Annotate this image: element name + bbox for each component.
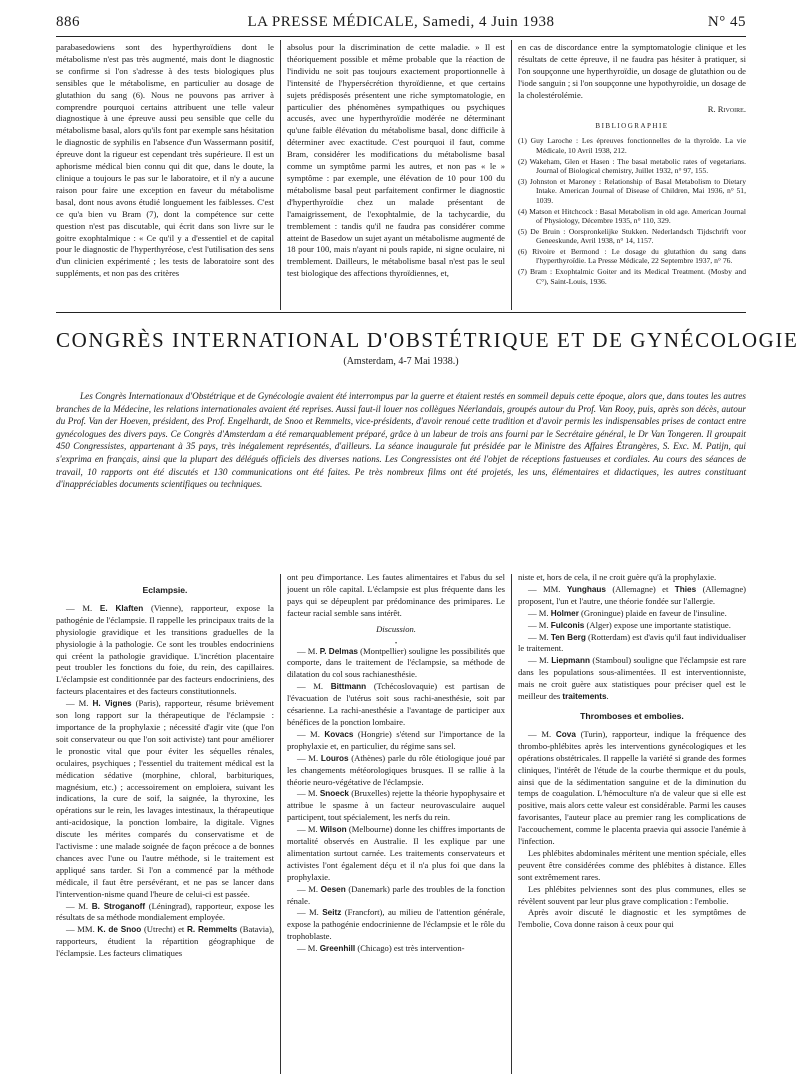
page-header bbox=[56, 14, 746, 32]
paragraph bbox=[56, 924, 274, 960]
person-name: Liepmann bbox=[551, 656, 590, 666]
text-segment: — M. bbox=[297, 728, 325, 739]
paragraph bbox=[287, 753, 505, 789]
congress-title: CONGRÈS INTERNATIONAL D'OBSTÉTRIQUE ET DE GYNÉCOLOGIE bbox=[56, 328, 799, 352]
text-segment: — M. bbox=[297, 681, 331, 692]
issue-number: N° 45 bbox=[707, 14, 746, 30]
text-segment: — MM. bbox=[66, 924, 98, 935]
person-name: Thies bbox=[674, 584, 697, 594]
text-segment: — M. bbox=[297, 907, 323, 918]
paragraph bbox=[287, 681, 505, 729]
text-segment: Après avoir discuté le diagnostic et les symptômes de l'embolie, Cova donne raison à ceux pour qui bbox=[518, 907, 746, 930]
text-segment: — M. bbox=[297, 824, 320, 835]
bottom-column-2 bbox=[287, 572, 505, 1074]
paragraph bbox=[518, 608, 746, 620]
bibliography-item: (1) Guy Laroche : Les épreuves fonctionnelles de la thyroïde. La vie Médicale, 10 Avril 1938, 212. bbox=[518, 136, 746, 155]
paragraph: absolus pour la discrimination de cette maladie. » Il est théoriquement possible et même probable que la réaction de l'individu ne soit pas toujours exactement proportionnelle à l'intensité de l'hypersécrétion thyroïdienne, et que certains sujets prédisposés présentent une riche symptomatologie, en particulier des phénomènes sympathiques ou psychiques accusés, avec une hyperthyroïdie modérée ne déterminant qu'une faible élévation du métabolisme basal, donc difficile à déterminer avec exactitude. C'est pourquoi il faut, comme Bram, considérer les modifications du métabolisme basal comme un symptôme parmi les autres, et non pas « le » symptôme : par exemple, une élévation de 10 pour 100 du métabolisme basal peut parfaitement confirmer le diagnostic d'hyperthyroïdie chez un malade présentant de l'amaigrissement, de l'exophtalmie, de la tachycardie, du tremblement : tandis qu'il ne faudra pas considérer comme atteint de Basedow un sujet ayant un métabolisme augmenté de 18 pour 100, mais n'ayant ni pouls rapide, ni signe oculaire, ni tremblement. Dailleurs, le métabolisme basal n'est pas le seul test biologique des affections thyroïdiennes, et, bbox=[287, 42, 505, 279]
person-name: P. Delmas bbox=[319, 646, 358, 656]
person-name: Snoeck bbox=[319, 789, 349, 799]
text-segment: (Rotterdam) est d'avis qu'il faut individualiser le traitement. bbox=[518, 631, 746, 654]
person-name: Oesen bbox=[320, 884, 346, 894]
text-segment: (Tchécoslovaquie) est partisan de l'évacuation de l'utérus soit sous rachi-anesthésie, soit par césarienne. La rachi-anesthésie a l'avantage de participer aux bénéfices de la ponction lombaire. bbox=[287, 681, 505, 727]
section-heading: Thromboses et embolies. bbox=[580, 710, 684, 721]
text-segment: — M. bbox=[528, 728, 556, 739]
text-segment: (Bruxelles) rejette la théorie hypophysaire et attribue le spasme à un facteur neurovasculaire auquel participent, tout spécialement, les nerfs du rein. bbox=[287, 788, 505, 823]
page-number: 886 bbox=[56, 14, 80, 30]
text-segment: — M. bbox=[297, 752, 321, 763]
text-segment: Les phlébites abdominales méritent une mention spéciale, elles peuvent être considérées comme des phlébites à distance. Elles sont extrêmement rares. bbox=[518, 847, 746, 882]
text-segment: (Danemark) parle des troubles de la fonction rénale. bbox=[287, 883, 505, 906]
paragraph bbox=[518, 655, 746, 703]
paragraph bbox=[287, 729, 505, 753]
text-segment: Les phlébites pelviennes sont des plus communes, elles se révèlent souvent par leur plus grave complication : l'embolie. bbox=[518, 883, 746, 906]
text-segment: — M. bbox=[528, 655, 552, 666]
text-segment: . bbox=[606, 691, 609, 702]
text-segment: (Utrecht) et bbox=[141, 924, 188, 935]
person-name: K. de Snoo bbox=[97, 925, 142, 935]
paragraph bbox=[518, 884, 746, 908]
bottom-column-1 bbox=[56, 582, 274, 1074]
paragraph bbox=[518, 584, 746, 608]
text-segment: (Vienne), rapporteur, expose la pathogénie de l'éclampsie. Il rappelle les principaux traits de la physiologie gravidique et les transitions graduelles de la physiologie à la pathologie. Ce sont les troubles endocriniens qui créent la pathologie gravidique. L'incrétion placentaire peut troubler les fonctions du foie, du rein, des capillaires. L'éclampsie est conditionnée par des facteurs endocriniens, des facteurs placentaires et des facteurs constitutionnels. bbox=[56, 602, 274, 697]
bibliography-item: (4) Matson et Hitchcock : Basal Metabolism in old age. American Journal of Physiology, Décembre 1935, n° 110, 329. bbox=[518, 206, 746, 226]
journal-title: LA PRESSE MÉDICALE, Samedi, 4 Juin 1938 bbox=[247, 14, 555, 30]
top-column-1 bbox=[56, 42, 274, 310]
intro-paragraph: Les Congrès Internationaux d'Obstétrique et de Gynécologie avaient été interrompus par la guerre et étaient restés en sommeil depuis cette époque, alors que, dans toutes les autres branches de la Médecine, les relations internationales avaient été reprises. Aussi faut-il louer nos collègues Néerlandais, groupés autour du Prof. Van Rooy, puis, après son décès, autour du Prof. Van der Hoeven, président, des Prof. Engelhardt, de Snoo et Remmelts, vice-présidents, d'avoir renoué cette tradition et d'avoir permis les indispensables prises de contact entre gynécologues des divers pays. Ce Congrès d'Amsterdam a été remarquablement préparé, grâce à un labeur de trois ans fourni par le Secrétaire général, le Dr Van Tongeren. Il groupait 450 Congressistes, appartenant à 35 pays, très inégalement représentés, d'ailleurs. La séance inaugurale fut présidée par le Ministre des Affaires Étrangères, S. Exc. M. Patijn, qui s'exprima en français, ainsi que la plupart des délégués officiels des diverses nations. Les Congressistes ont été l'objet de réceptions fastueuses et cordiales. Au cours des séances de travail, 10 rapports ont été discutés et 130 communications ont été faites. Pe très nombreux films ont été projetés, les uns, élémentaires et didactiques, les autres constituant d'inappréciables documents scientifiques ou techniques. bbox=[56, 391, 746, 490]
text-segment: (Batavia), rapporteurs, étudient la répartition géographique de l'éclampsie. Les facteurs climatiques bbox=[56, 924, 274, 959]
paragraph bbox=[56, 901, 274, 925]
text-segment: — M. bbox=[66, 900, 92, 911]
paragraph-list bbox=[287, 646, 505, 956]
text-segment: (Turin), rapporteur, indique la fréquence des thrombo-phlébites après les interventions gynécologiques et les opérations obstétricales. Il rappelle la variété si grande des formes cliniques, l'intérêt de l'étude de la courbe thermique et du pouls, ainsi que de la sédimentation sanguine et de la diminution du temps de coagulation. L'hémoculture n'a de valeur que si elle est positive, mais alors cette valeur est considérable. Parmi les causes favorisantes, l'auteur place au premier rang les complications de l'accouchement, comme le placenta praevia qui associe l'anémie à l'infection. bbox=[518, 728, 746, 847]
text-segment: (Chicago) est très intervention- bbox=[355, 943, 465, 954]
top-column-2 bbox=[287, 42, 505, 310]
text-segment: (Montpellier) souligne les possibilités que comporte, dans le traitement de l'éclampsie, sa méthode de dilatation du col sous rachianesthésie. bbox=[287, 645, 505, 680]
person-name: Kovacs bbox=[324, 729, 354, 739]
text-segment: — M. bbox=[528, 607, 551, 618]
person-name: R. Remmelts bbox=[187, 925, 238, 935]
person-name: Holmer bbox=[550, 608, 579, 618]
text-segment: (Stamboul) souligne que l'éclampsie est rare dans les populations sous-alimentées. Il est interventionniste, mais ne croit guère aux statistiques pour préciser quel est le meilleur des bbox=[518, 655, 746, 702]
text-segment: (Paris), rapporteur, résume brièvement son long rapport sur la thérapeutique de l'éclampsie : importance de la prophylaxie ; nécessité d'agir vite (que l'on soit conservateur ou que l'on soit activiste) tant pour améliorer le pronostic vital que pour éviter les séquelles rénales, oculaires, psychiques ; l'essentiel du traitement médical est la médication sédative (morphine, chloral, barbituriques, magnésium, etc.) ; accessoirement on emploiera, suivant les indications, la cure de soif, la saignée, la thyroxine, les opérations sur le rein, les lavages intestinaux, la thérapeutique anti-acidosique, la ponction lombaire, la digitale. Vignes discute les mérites comparés du conservatisme et de l'activisme : une malade soignée de façon précoce a de bonnes chances avec l'une ou l'autre méthode, si le traitement est appliqué sans tarder. Si l'on a commencé par la méthode médicale, il faut être persévérant, et ne pas se lancer dans l'intervention-nisme quand l'heure de celui-ci est passée. bbox=[56, 698, 274, 899]
paragraph bbox=[56, 698, 274, 900]
text-segment: (Groningue) plaide en faveur de l'insuline. bbox=[578, 607, 727, 618]
bibliography-heading: BIBLIOGRAPHIE bbox=[595, 122, 669, 131]
person-name: Seitz bbox=[322, 908, 342, 918]
text-segment: — M. bbox=[66, 698, 93, 709]
person-name: B. Stroganoff bbox=[91, 901, 146, 911]
paragraph bbox=[56, 603, 274, 698]
paragraph bbox=[287, 884, 505, 908]
section-rule bbox=[56, 312, 746, 313]
column-divider bbox=[511, 40, 512, 310]
paragraph: niste et, hors de cela, il ne croit guère qu'à la prophylaxie. bbox=[518, 572, 717, 582]
text-segment: (Alger) expose une importante statistique. bbox=[584, 619, 731, 630]
column-divider bbox=[280, 40, 281, 310]
bibliography-item: (5) De Bruin : Oorspronkelijke Stukken. Nederlandsch Tijdschrift voor Geneeskunde, Avril 1938, n° 14, 1157. bbox=[518, 226, 746, 246]
congress-subtitle: (Amsterdam, 4-7 Mai 1938.) bbox=[343, 356, 459, 367]
person-name: Yunghaus bbox=[566, 584, 606, 594]
text-segment: (Melbourne) donne les chiffres importants de mortalité observés en Australie. Il les explique par une alimentation surtout carnée. Les traitements conservateurs et activistes l'ont également déçu et il n'a plus foi que dans la prophylaxie. bbox=[287, 824, 505, 882]
header-rule bbox=[56, 36, 746, 37]
paragraph bbox=[518, 620, 746, 632]
column-divider bbox=[280, 574, 281, 1074]
text-segment: (Allemagne) et bbox=[605, 583, 675, 594]
subsection-heading: Discussion. bbox=[376, 623, 416, 634]
person-name: Greenhill bbox=[319, 944, 356, 954]
paragraph bbox=[287, 646, 505, 682]
paragraph bbox=[518, 632, 746, 656]
star-ornament: • bbox=[394, 640, 398, 647]
text-segment: — M. bbox=[297, 883, 321, 894]
text-segment: — M. bbox=[528, 631, 551, 642]
section-heading: Eclampsie. bbox=[142, 585, 188, 595]
paragraph bbox=[518, 848, 746, 884]
text-segment: (Francfort), au milieu de l'attention générale, expose la pathogénie endocrinienne de l'éclampsie et le rôle du trophoblaste. bbox=[287, 907, 505, 942]
paragraph bbox=[287, 788, 505, 824]
congress-intro bbox=[56, 390, 746, 491]
paragraph-list bbox=[518, 584, 746, 703]
column-divider bbox=[511, 574, 512, 1074]
bottom-column-3 bbox=[518, 572, 746, 1074]
text-segment: — MM. bbox=[528, 583, 567, 594]
paragraph bbox=[518, 907, 746, 931]
text-segment: (Athènes) parle du rôle étiologique joué par les changements météorologiques brusques. Il se rallie à la théorie neuro-végétative de l'éclampsie. bbox=[287, 752, 505, 787]
paragraph: en cas de discordance entre la symptomatologie clinique et les résultats de cette épreuve, il ne faudra pas hésiter à pratiquer, si l'on soupçonne une hyperthyroïdie, un dosage de glutathion ou de l'iode sanguin ; si l'on soupçonne une hypothyroïdie, un dosage de la cholestérolémie. bbox=[518, 42, 746, 100]
person-name: traitements bbox=[562, 692, 607, 702]
person-name: Fulconis bbox=[550, 620, 585, 630]
person-name: E. Klaften bbox=[99, 603, 144, 613]
paragraph: ont peu d'importance. Les fautes alimentaires et l'abus du sel jouent un rôle capital. L'éclampsie est plus fréquente dans les pays qui se dépeuplent par prédominance des primipares. Le facteur racial semble sans intérêt. bbox=[287, 572, 505, 618]
paragraph bbox=[518, 729, 746, 848]
text-segment: — M. bbox=[528, 619, 551, 630]
author-signature: R. Rivoire. bbox=[707, 103, 746, 114]
bibliography-item: (3) Johnston et Maroney : Relationship of Basal Metabolism to Dietary Intake. American Journal of Disease of Children, Mai 1936, n° 51, 1039. bbox=[518, 176, 746, 205]
paragraph bbox=[287, 907, 505, 943]
text-segment: (Léningrad), rapporteur, expose les résultats de sa méthode mondialement employée. bbox=[56, 900, 274, 923]
text-segment: (Hongrie) s'étend sur l'importance de la prophylaxie et, en particulier, du régime sans sel. bbox=[287, 728, 505, 751]
person-name: H. Vignes bbox=[92, 699, 132, 709]
bibliography-item: (2) Wakeham, Glen et Hasen : The basal metabolic rates of vegetarians. Journal of Biological chemistry, Juillet 1932, n° 97, 155. bbox=[518, 156, 746, 176]
person-name: Ten Berg bbox=[550, 632, 586, 642]
paragraph: parabasedowiens sont des hyperthyroïdiens dont le métabolisme n'est pas très augmenté, mais dont le diagnostic se confirme si l'on s'adresse à des tests biologiques plus sensibles que le métabolisme, en particulier au dosage de glutathion du sang (6). Nous ne pouvons pas arriver à comprendre pourquoi certains attribuent une telle valeur diagnostique à une épreuve aussi peu sensible que celle du métabolisme basal, alors qu'ils font par exemple sans hésitation le diagnostic de syphilis en l'absence d'un Wassermann positif, épreuve dont la rigueur est cependant très supérieure. Il est un aphorisme médical bien connu qui dit que, dans le doute, la clinique a toujours le pas sur le laboratoire, et il n'y a aucune raison pour faire une exception en faveur du métabolisme basal, dont nous avons étudié longuement les faiblesses. C'est ce qu'a bien vu Bram (7), dont la compétence sur cette question n'est pas discutable, qui écrit dans son livre sur le goitre exophtalmique : « Ce qu'il y a d'essentiel et de capital pour le diagnostic de l'hyperthyréose, c'est l'utilisation des sens d'un clinicien expérimenté ; les tests de laboratoire sont des suppléments, et non pas des critères bbox=[56, 42, 274, 279]
text-segment: — M. bbox=[66, 602, 100, 613]
paragraph bbox=[287, 824, 505, 884]
bibliography-list bbox=[518, 136, 746, 286]
text-segment: (Allemagne) proposent, l'un et l'autre, une théorie fondée sur l'allergie. bbox=[518, 583, 746, 606]
text-segment: — M. bbox=[297, 943, 320, 954]
paragraph bbox=[287, 943, 505, 955]
person-name: Cova bbox=[555, 729, 576, 739]
paragraph-list bbox=[518, 729, 746, 931]
person-name: Louros bbox=[320, 753, 349, 763]
bibliography-item: (6) Rivoire et Bermond : Le dosage du glutathion du sang dans l'hyperthyroïdie. La Presse Médicale, 22 Septembre 1937, n° 76. bbox=[518, 246, 746, 266]
bibliography-item: (7) Bram : Exophtalmic Goiter and its Medical Treatment. (Mosby and C°), Saint-Louis, 1936. bbox=[518, 267, 746, 286]
text-segment: — M. bbox=[297, 645, 320, 656]
person-name: Wilson bbox=[319, 825, 347, 835]
top-column-3 bbox=[518, 42, 746, 310]
person-name: Bittmann bbox=[330, 682, 367, 692]
text-segment: — M. bbox=[297, 788, 320, 799]
paragraph-list bbox=[56, 603, 274, 960]
